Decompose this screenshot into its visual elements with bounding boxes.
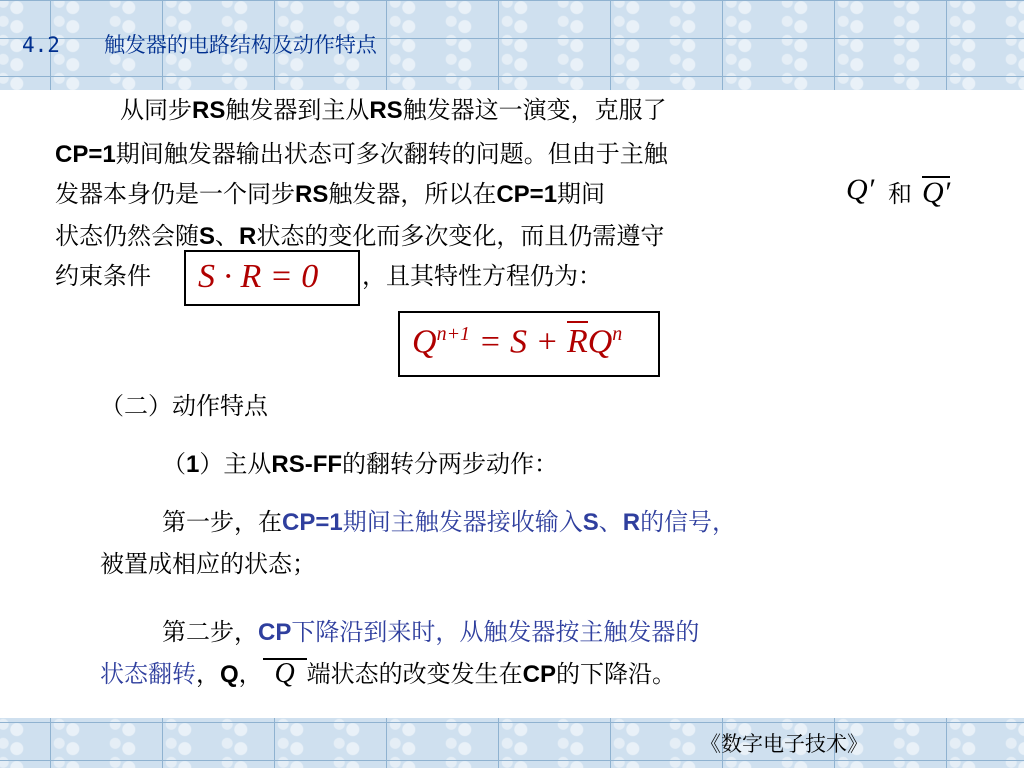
text-run: 触发器，所以在 [328,180,497,208]
rs-label: RS [369,97,403,124]
characteristic-equation-box [398,311,660,377]
text-run: 端状态的改变发生在 [306,660,523,688]
rs-ff-label: RS-FF [271,451,343,478]
text-run: 的下降沿。 [556,660,677,688]
section-title: 触发器的电路结构及动作特点 [103,33,377,57]
q-prime-bar-symbol: Q′ [922,176,951,209]
text-run: 状态仍然会随 [55,222,199,250]
rs-label: RS [192,97,226,124]
paragraph1-line2 [55,136,668,173]
text-run: （ [162,450,186,478]
book-title: 《数字电子技术》 [700,732,868,756]
eq-superscript-n: n [612,323,623,345]
section-heading [22,30,492,60]
cp-label: CP=1 [496,181,558,208]
s-label: S [582,509,599,536]
text-run: 第一步，在 [162,508,282,536]
constraint-expression: S · R = 0 [198,258,319,295]
and-text: 和 [888,180,912,208]
text-run: 、 [598,508,623,536]
step1-line2: 被置成相应的状态； [100,550,316,578]
item-number: 1 [186,451,200,478]
eq-q-n: Q [587,323,613,361]
cp-label: CP [258,619,292,646]
s-label: S [199,223,216,250]
eq-middle: = S + [470,323,567,361]
eq-q: Q [412,323,437,361]
text-run: 的信号， [640,508,737,536]
q-prime-symbol: Q′ [846,173,875,206]
paragraph1-line3 [55,176,605,213]
cp-label: CP=1 [282,509,343,536]
text-run: 期间主触发器接收输入 [342,508,583,536]
text-run: 状态的变化而多次变化，而且仍需遵守 [256,222,665,250]
q-bar-symbol: Q [263,658,307,688]
text-run: 期间触发器输出状态可多次翻转的问题。但由于主触 [115,140,668,168]
text-run: 期间 [557,180,606,208]
text-run: 、 [215,222,240,250]
text-run: 从同步 [120,96,192,124]
step1-line1 [162,504,736,541]
eq-r-bar: R [566,323,588,361]
rs-label: RS [295,181,329,208]
eq-superscript: n+1 [436,323,471,345]
item1 [162,446,558,483]
text-run: 下降沿到来时，从触发器按主触发器的 [291,618,700,646]
text-run: 状态翻转 [100,660,196,688]
paragraph1-line5-end: ，且其特性方程仍为： [362,262,602,290]
r-label: R [239,223,257,250]
text-run: 触发器这一演变，克服了 [402,96,667,124]
paragraph1-line1 [120,92,667,129]
text-run: 发器本身仍是一个同步 [55,180,295,208]
text-run: ， [196,660,220,688]
r-label: R [622,509,641,536]
section-number: 4.2 [22,33,60,57]
text-run: 的翻转分两步动作： [342,450,559,478]
q-label: Q [220,661,239,688]
section-two-heading: （二）动作特点 [100,392,268,420]
text-run: 第二步， [162,618,258,646]
constraint-formula-box [184,250,360,306]
cp-label: CP=1 [55,141,116,168]
cp-label: CP [522,661,557,688]
paragraph1-line5-start: 约束条件 [55,262,151,290]
text-run: ， [238,660,263,688]
characteristic-equation [412,323,622,361]
text-run: ）主从 [199,450,272,478]
step2-line2 [100,656,676,693]
text-run: 触发器到主从 [225,96,370,124]
step2-line1 [162,614,699,651]
